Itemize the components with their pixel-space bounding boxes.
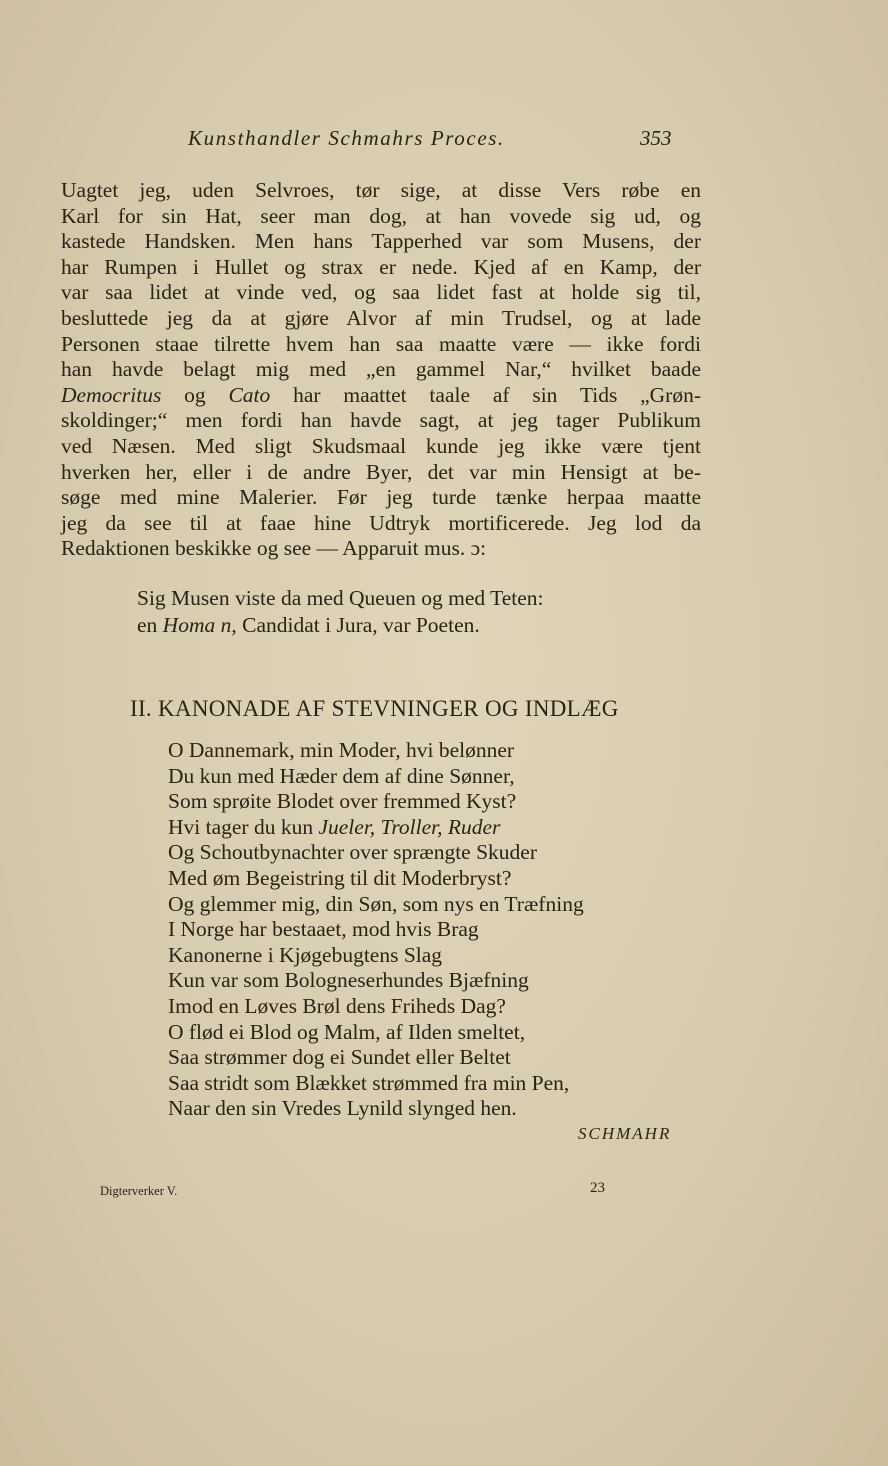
verse-quote <box>137 585 544 639</box>
prose-line-italic-names: Democritus og Cato har maattet taale af sin Tids „Grøn- <box>61 382 702 407</box>
footer-signature-mark: 23 <box>590 1180 605 1196</box>
prose-line: han havde belagt mig med „en gammel Nar,“ hvilket baade <box>61 357 701 382</box>
quote-line: Sig Musen viste da med Queuen og med Teten: <box>137 586 544 610</box>
poem-line: Saa stridt som Blækket strømmed fra min Pen, <box>168 1070 570 1095</box>
section-heading: II. KANONADE AF STEVNINGER OG INDLÆG <box>130 696 619 721</box>
prose-line: var saa lidet at vinde ved, og saa lidet fast at holde sig til, <box>61 280 701 305</box>
prose-line: søge med mine Malerier. Før jeg turde tænke herpaa maatte <box>61 485 701 510</box>
prose-line: Redaktionen beskikke og see — Apparuit mus. ɔ: <box>61 536 487 561</box>
prose-line: Karl for sin Hat, seer man dog, at han vovede sig ud, og <box>61 203 701 228</box>
poem-line: Kun var som Bologneserhundes Bjæfning <box>168 968 529 993</box>
footer-book-title: Digterverker V. <box>100 1184 178 1198</box>
prose-line: jeg da see til at faae hine Udtryk mortificerede. Jeg lod da <box>61 510 701 535</box>
poem-line: Naar den sin Vredes Lynild slynged hen. <box>168 1096 517 1121</box>
prose-line: hverken her, eller i de andre Byer, det var min Hensigt at be- <box>61 459 701 484</box>
running-title: Kunsthandler Schmahrs Proces. <box>188 126 505 150</box>
running-head <box>0 126 888 156</box>
page-number: 353 <box>640 126 672 150</box>
poem-line: Saa strømmer dog ei Sundet eller Beltet <box>168 1045 511 1070</box>
prose-line: Personen staae tilrette hvem han saa maatte være — ikke fordi <box>61 331 701 356</box>
poem-line: Kanonerne i Kjøgebugtens Slag <box>168 942 443 967</box>
prose-line: skoldinger;“ men fordi han havde sagt, at jeg tager Publikum <box>61 408 701 433</box>
poem-line: Som sprøite Blodet over fremmed Kyst? <box>168 789 517 814</box>
poem-line: Og Schoutbynachter over sprængte Skuder <box>168 840 538 865</box>
poem-line: Imod en Løves Brøl dens Friheds Dag? <box>168 993 506 1018</box>
prose-paragraph <box>61 178 701 562</box>
poem-line: Og glemmer mig, din Søn, som nys en Træfning <box>168 891 584 916</box>
prose-line: Uagtet jeg, uden Selvroes, tør sige, at disse Vers røbe en <box>61 178 701 202</box>
poem-signature: SCHMAHR <box>578 1124 672 1143</box>
poem-line: Du kun med Hæder dem af dine Sønner, <box>168 763 515 788</box>
prose-line: kastede Handsken. Men hans Tapperhed var som Musens, der <box>61 229 701 254</box>
prose-line: ved Næsen. Med sligt Skudsmaal kunde jeg ikke være tjent <box>61 433 701 458</box>
prose-line: har Rumpen i Hullet og strax er nede. Kjed af en Kamp, der <box>61 254 701 279</box>
poem-line: O flød ei Blod og Malm, af Ilden smeltet, <box>168 1019 526 1044</box>
poem-line: O Dannemark, min Moder, hvi belønner <box>168 738 515 762</box>
quote-line-italic-name: en Homa n, Candidat i Jura, var Poeten. <box>137 613 480 637</box>
poem-line: I Norge har bestaaet, mod hvis Brag <box>168 917 479 942</box>
poem <box>168 738 584 1122</box>
poem-line-italic-names: Hvi tager du kun Jueler, Troller, Ruder <box>168 814 501 839</box>
poem-line: Med øm Begeistring til dit Moderbryst? <box>168 865 512 890</box>
prose-line: besluttede jeg da at gjøre Alvor af min Trudsel, og at lade <box>61 305 701 330</box>
